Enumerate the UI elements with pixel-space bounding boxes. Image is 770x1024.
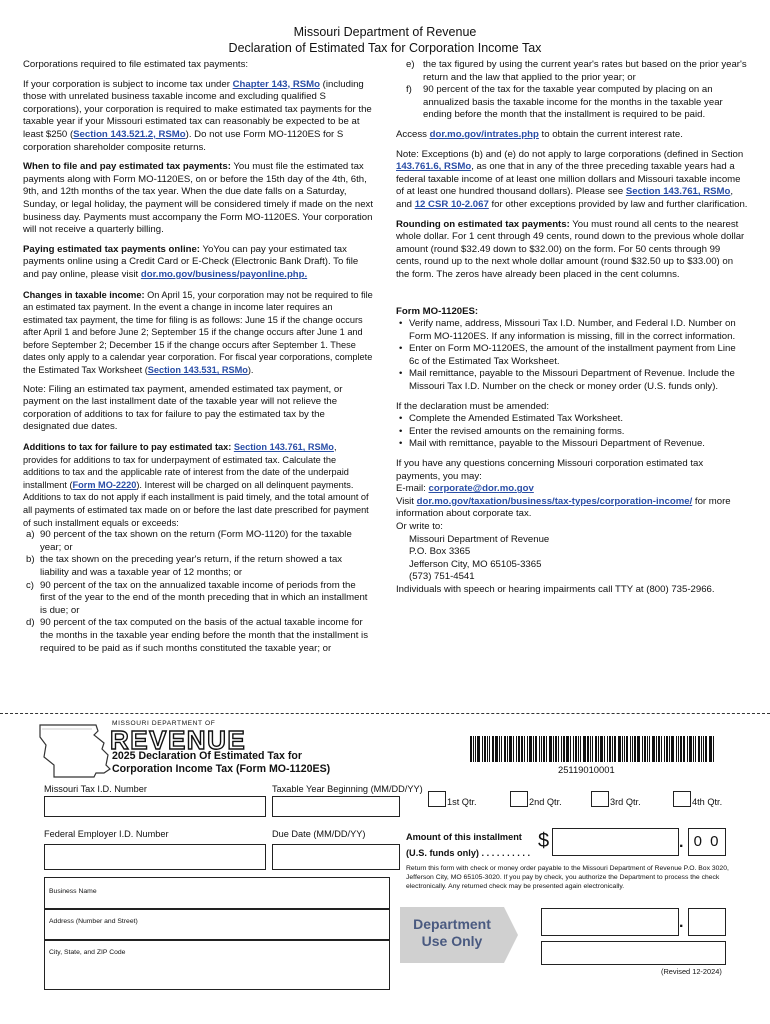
city-state-zip-input[interactable] [44,940,390,990]
cents-field: 0 0 [688,828,726,856]
barcode-bar [555,736,557,762]
barcode-bar [626,736,628,762]
visit-line: Visit dor.mo.gov/taxation/business/tax-types/corporation-income/ for more information about corporate tax. [396,495,731,520]
fein-label: Federal Employer I.D. Number [44,829,169,839]
dept-cents-field [688,908,726,936]
dollar-sign: $ [538,830,550,852]
paragraph-requirement: If your corporation is subject to income tax under Chapter 143, RSMo (including those with unrelated business taxable income and excluding qualified S corporations), your corporation is required to make estimated tax payments for the taxable year if your Missouri estimated tax can reasonably be expected to be at least $250 (Section 143.521.2, RSMo). Do not use Form MO-1120ES for S corporation shareholder composite returns. [23,78,372,153]
qtr4-label: 4th Qtr. [692,797,723,807]
paragraph-when-to-file: When to file and pay estimated tax payments: You must file the estimated tax payments along with Form MO-1120ES, on or before the 15th day of the 4th, 6th, 9th, and 12th months of the tax year. When the due date falls on a Saturday, Sunday, or legal holiday, the payment will be considered timely if made on the next business day. Payments must accompany the Form MO-1120ES. Your corporation will not receive a quarterly billing. [23,161,374,236]
barcode-bar [604,736,605,762]
barcode-bar [561,736,562,762]
form-instructions-list [396,318,748,394]
intrates-link[interactable]: dor.mo.gov/intrates.php [429,128,539,140]
barcode-number: 25119010001 [558,764,615,775]
left-column [23,59,373,655]
revised-date: (Revised 12-2024) [661,967,722,976]
barcode-bar [705,736,707,762]
barcode-bar [689,736,692,762]
barcode-bar [563,736,565,762]
amend-list [396,413,748,451]
qtr2-checkbox[interactable] [510,791,528,807]
payonline-link[interactable]: dor.mo.gov/business/payonline.php. [140,268,308,280]
barcode-bar [521,736,523,762]
barcode-bar [504,736,506,762]
list-item: a) 90 percent of the tax shown on the return (Form MO-1120) for the taxable year; or [26,529,352,553]
list-item: • Verify name, address, Missouri Tax I.D. Number, and Federal I.D. Number on Form MO-1120ES. If any information is missing, fill in the correct information. [399,318,736,342]
barcode-bar [587,736,589,762]
note-filing: Note: Filing an estimated tax payment, amended estimated tax payment, or payment on the last installment date of the taxable year will not relieve the corporation of additions to tax for failure to pay the estimated tax by the designated due dates. [23,383,343,433]
barcode-bar [580,736,581,762]
barcode-bar [578,736,579,762]
barcode-bar [470,736,472,762]
section-143-761-6-link[interactable]: 143.761.6, RSMo [396,161,472,173]
barcode-bar [516,736,517,762]
year-begin-label: Taxable Year Beginning (MM/DD/YY) [272,784,423,794]
fein-input[interactable] [44,844,266,870]
decimal-point: . [679,834,684,851]
due-date-input[interactable] [272,844,400,870]
barcode-bar [499,736,500,762]
voucher-title: 2025 Declaration Of Estimated Tax for Corporation Income Tax (Form MO-1120ES) [112,750,331,775]
section-143-761-link-2[interactable]: Section 143.761, RSMo [625,186,731,198]
list-item: • Complete the Amended Estimated Tax Worksheet. [399,413,624,425]
barcode-bar [566,736,569,762]
list-item: • Enter the revised amounts on the remaining forms. [399,425,625,437]
barcode-bar [600,736,603,762]
barcode-bar [509,736,512,762]
questions-text: If you have any questions concerning Missouri corporation estimated tax payments, you may: [396,458,704,482]
barcode-bar [549,736,552,762]
barcode-bar [713,736,714,762]
list-item: b) the tax shown on the preceding year's return, if the return showed a tax liability and was a taxable year of 12 months; or [26,554,343,578]
csr-link[interactable]: 12 CSR 10-2.067 [414,198,489,210]
barcode-bar [652,736,655,762]
barcode-bar [518,736,520,762]
return-instructions: Return this form with check or money order payable to the Missouri Department of Revenue P.O. Box 3020, Jefferson City, MO 65105-3020. If you pay by check, you authorize the Department to process the check electronically. Any returned check may be presented again electronically. [406,865,729,890]
business-name-label: Business Name [49,888,97,895]
list-item: e) the tax figured by using the current year's rates but based on the prior year's return and the law that applied to the prior year; or [406,59,747,83]
barcode-bar [546,736,547,762]
barcode-bar [622,736,623,762]
barcode-bar [698,736,700,762]
barcode-bar [573,736,574,762]
tax-id-input[interactable] [44,796,266,817]
tty-line: Individuals with speech or hearing impairments call TTY at (800) 735-2966. [396,583,715,595]
barcode-bar [543,736,545,762]
dept-amount-field [541,908,679,936]
paragraph-changes: Changes in taxable income: On April 15, your corporation may not be required to file an estimated tax payment. In the event a change in income later requires an estimated tax payment, the time for filing is as follows: June 15 if the change occurs after April 1 and before June 2; September 15 if the change occurs after June 1 and before September 2; December 15 if the change occurs after September 1. These dates only apply to a calendar year corporation. For fiscal year corporations, complete the Estimated Tax Worksheet (Section 143.531, RSMo). [23,289,373,376]
barcode-bar [527,736,528,762]
barcode-bar [678,736,679,762]
form-mo-2220-link[interactable]: Form MO-2220 [72,479,137,490]
barcode-bar [524,736,525,762]
city-state-zip-label: City, State, and ZIP Code [49,949,126,956]
barcode-bar [701,736,702,762]
list-item: • Mail remittance, payable to the Missouri Department of Revenue. Include the Missouri Tax I.D. Number on the check or money order (U.S. funds only). [399,368,735,393]
barcode-bar [607,736,608,762]
barcode-bar [630,736,631,762]
barcode-bar [533,736,534,762]
additions-list-continued [396,59,748,122]
barcode-bar [634,736,636,762]
list-item: • Enter on Form MO-1120ES, the amount of the installment payment from Line 6c of the Estimated Tax Worksheet. [399,343,736,367]
barcode-bar [647,736,648,762]
barcode-bar [656,736,657,762]
qtr3-checkbox[interactable] [591,791,609,807]
barcode-bar [664,736,665,762]
barcode-bar [558,736,559,762]
barcode-bar [477,736,480,762]
barcode-bar [507,736,508,762]
tax-id-label: Missouri Tax I.D. Number [44,784,147,794]
barcode-bar [595,736,597,762]
barcode-bar [570,736,571,762]
barcode-bar [642,736,643,762]
barcode-bar [590,736,591,762]
form-heading: Declaration of Estimated Tax for Corporation Income Tax [228,41,542,55]
amend-heading: If the declaration must be amended: [396,400,550,412]
barcode-bar [680,736,682,762]
list-item: d) 90 percent of the tax computed on the basis of the actual taxable income for the months in the taxable year ending before the month that the installment is required to be paid as if such months constituted the taxable year; or [26,617,368,654]
corporation-income-link[interactable]: dor.mo.gov/taxation/business/tax-types/corporation-income/ [416,495,693,507]
barcode-bar [644,736,646,762]
additions-list [23,529,373,655]
section-143-521-link[interactable]: Section 143.521.2, RSMo [73,128,186,140]
barcode-bar [492,736,494,762]
barcode-bar [687,736,688,762]
barcode-bar [632,736,633,762]
barcode-bar [482,736,483,762]
amount-label: Amount of this installment (U.S. funds only) . . . . . . . . . . [406,832,531,858]
barcode-bar [676,736,677,762]
access-rates: Access dor.mo.gov/intrates.php to obtain the current interest rate. [396,128,683,140]
barcode-bar [703,736,704,762]
note-exceptions: Note: Exceptions (b) and (e) do not apply to large corporations (defined in Section 143.761.6, RSMo, as one that in any of the three preceding taxable years had a federal taxable income of at least one million dollars and Missouri taxable income of at least one hundred thousand dollars). Please see Section 143.761, RSMo, and 12 CSR 10-2.067 for other exceptions provided by law and further clarification. [396,148,748,210]
barcode-bar [637,736,640,762]
chapter-143-link[interactable]: Chapter 143, RSMo [232,78,321,90]
address-label: Address (Number and Street) [49,918,138,925]
barcode-bar [473,736,474,762]
barcode-bar [693,736,694,762]
barcode-bar [614,736,616,762]
barcode-bar [489,736,490,762]
barcode-bar [513,736,514,762]
section-143-761-link[interactable]: Section 143.761, RSMo [233,442,334,453]
address-input[interactable] [44,909,390,940]
barcode-bar [495,736,498,762]
qtr1-label: 1st Qtr. [447,797,477,807]
logo-revenue-text: REVENUE [110,725,247,755]
paragraph-rounding: Rounding on estimated tax payments: You must round all cents to the nearest whole dollar. For 1 cent through 49 cents, round down to the previous whole dollar amount (round $32.49 down to $32.00) on the form. For 50 cents through 99 cents, round up to the next whole dollar amount (round $32.50 up to $33.00) on the form. The zeros have already been placed in the cent columns. [396,218,745,280]
barcode-bar [609,736,611,762]
page-title [0,24,770,56]
barcode-bar [487,736,488,762]
contact-block [396,458,748,597]
amount-input[interactable] [552,828,679,856]
barcode-bar [683,736,685,762]
barcode-bar [624,736,625,762]
qtr4-checkbox[interactable] [673,791,691,807]
list-item: c) 90 percent of the tax on the annualized taxable income of periods from the first of the year to the end of the month preceding that in which an installment is due; or [26,579,368,616]
barcode-bar [484,736,486,762]
barcode-bar [661,736,662,762]
barcode-bar [553,736,554,762]
barcode-bar [501,736,502,762]
list-item: • Mail with remittance, payable to the Missouri Department of Revenue. [399,438,705,450]
barcode-bar [583,736,586,762]
barcode-bar [541,736,542,762]
barcode-bar [529,736,532,762]
barcode-bar [695,736,696,762]
barcode-bar [598,736,599,762]
section-143-531-link[interactable]: Section 143.531, RSMo [147,365,248,376]
missouri-map-icon [34,721,114,781]
intro-text: Corporations required to file estimated tax payments: [23,59,249,70]
qtr2-label: 2nd Qtr. [529,797,562,807]
email-link[interactable]: corporate@dor.mo.gov [428,483,534,495]
qtr3-label: 3rd Qtr. [610,797,641,807]
barcode-bar [539,736,540,762]
qtr1-checkbox[interactable] [428,791,446,807]
paragraph-additions: Additions to tax for failure to pay estimated tax: Section 143.761, RSMo, provides for additions to tax for underpayment of estimated tax. Calculate the additions to tax and the applicable rate of interest from the date of the underpaid installment (Form MO-2220). Interest will be charged on all delinquent payments. Additions to tax do not apply if each installment is paid timely, and the total amount of all payments of estimated tax made on or before the last date prescribed for payment of such installment equals or exceeds: [23,442,369,528]
right-column [396,59,748,597]
dept-decimal-point: . [679,914,684,931]
barcode-bar [709,736,712,762]
barcode-bar [535,736,537,762]
barcode-bar [666,736,668,762]
department-use-arrow [400,907,518,963]
list-item: f) 90 percent of the tax for the taxable year computed by placing on an annualized basis the taxable income for the months in the taxable year ending before the month that the installment is required to be paid. [406,84,723,121]
department-name: Missouri Department of Revenue [293,25,477,39]
barcode-bar [592,736,593,762]
due-date-label: Due Date (MM/DD/YY) [272,829,366,839]
year-begin-input[interactable] [272,796,400,817]
barcode-bar [575,736,577,762]
barcode [470,736,715,762]
email-line: E-mail: corporate@dor.mo.gov [396,483,534,495]
barcode-bar [669,736,670,762]
barcode-bar [649,736,650,762]
logo-department-text: MISSOURI DEPARTMENT OF [112,720,216,727]
paragraph-pay-online: Paying estimated tax payments online: YoYou can pay your estimated tax payments online using a Credit Card or E-Check (Electronic Bank Draft). To file and pay online, please visit dor.mo.gov/business/payonline.php. [23,243,359,280]
business-name-input[interactable] [44,877,390,909]
barcode-bar [618,736,621,762]
write-to: Or write to: [396,521,443,532]
department-use-label: Department Use Only [413,916,491,949]
barcode-bar [475,736,476,762]
form-mo-1120es-heading: Form MO-1120ES: [396,305,479,317]
barcode-bar [671,736,674,762]
cut-line [0,713,770,714]
mailing-address: Missouri Department of Revenue P.O. Box 3365 Jefferson City, MO 65105-3365 (573) 751-4541 [409,533,550,583]
dept-use-field [541,941,726,965]
barcode-bar [658,736,660,762]
barcode-bar [612,736,613,762]
